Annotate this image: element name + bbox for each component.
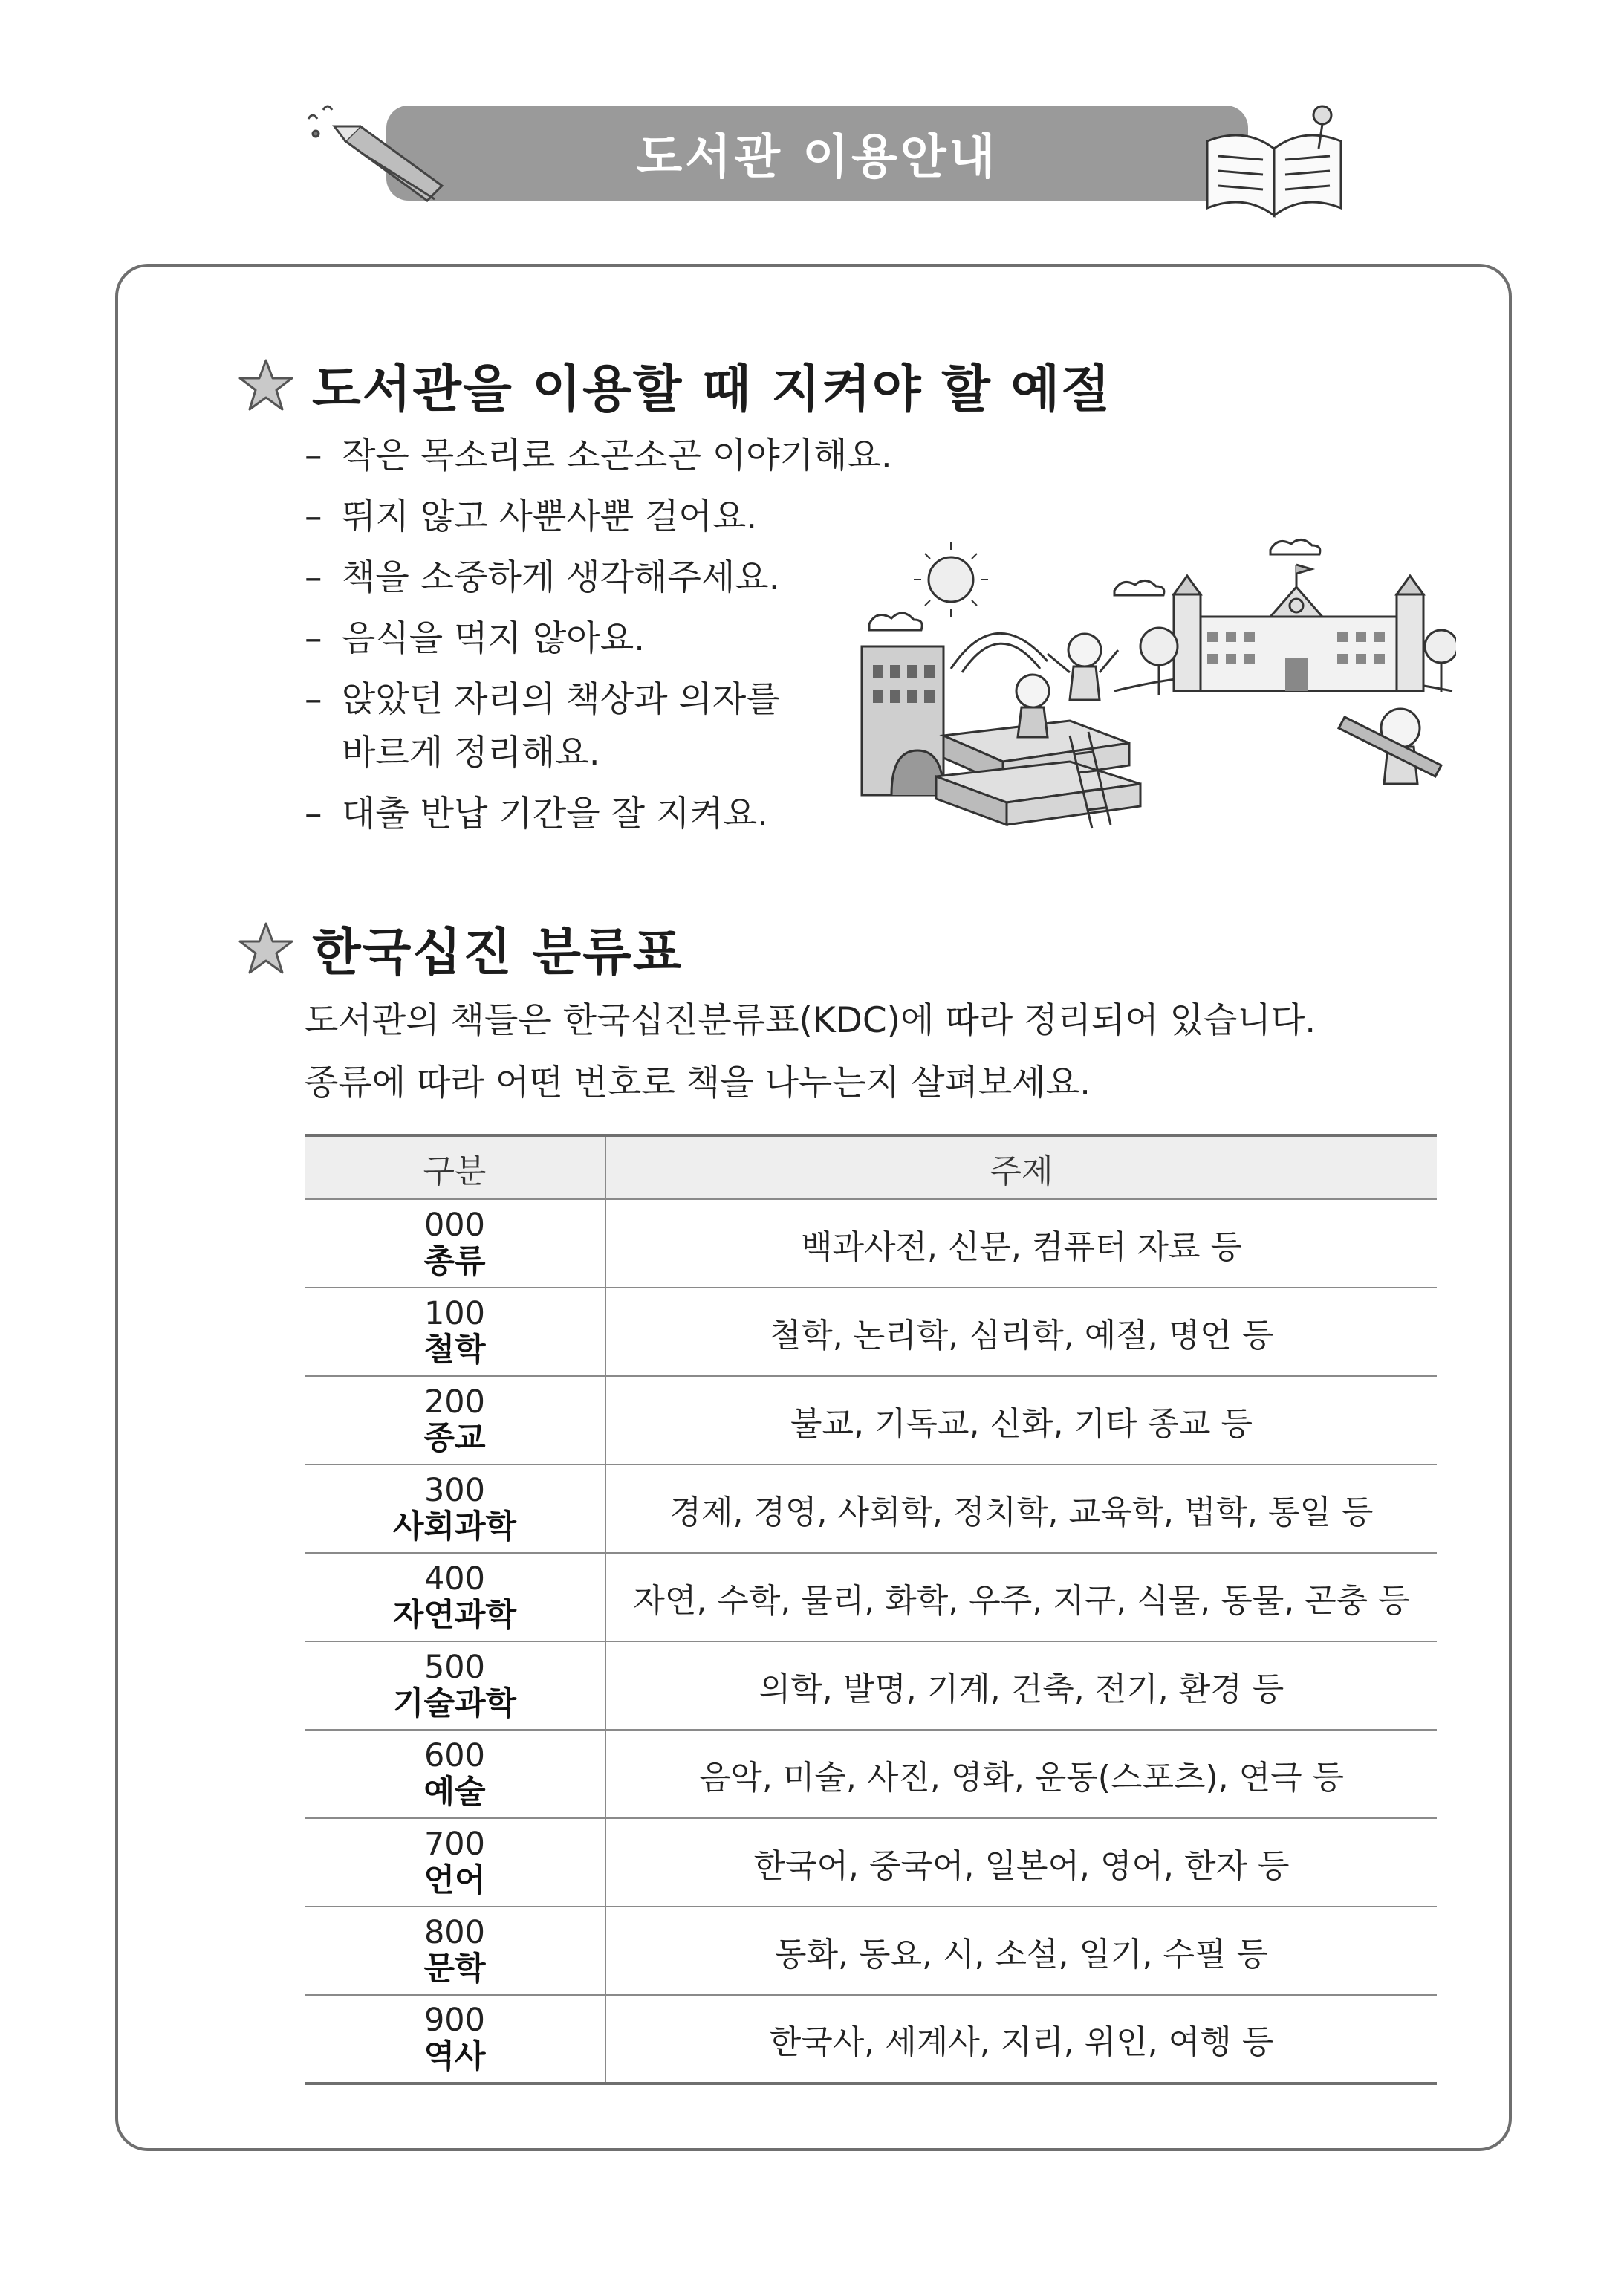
class-name: 자연과학 — [392, 1596, 517, 1634]
kdc-heading — [236, 912, 683, 985]
table-row — [305, 1995, 1437, 2083]
class-code: 900 — [423, 2002, 486, 2039]
column-header-category: 구분 — [305, 1135, 605, 1199]
star-icon — [236, 356, 296, 415]
intro-line: 종류에 따라 어떤 번호로 책을 나누는지 살펴보세요. — [305, 1063, 1091, 1103]
class-name: 철학 — [423, 1331, 486, 1369]
topic-cell — [605, 1641, 1437, 1730]
topic-text: 자연, 수학, 물리, 화학, 우주, 지구, 식물, 동물, 곤충 등 — [633, 1581, 1410, 1620]
class-code: 100 — [423, 1294, 486, 1332]
topic-cell — [605, 1818, 1437, 1907]
list-item — [305, 429, 973, 483]
column-header-topic: 주제 — [605, 1135, 1437, 1199]
list-dash: – — [305, 557, 322, 598]
table-row — [305, 1730, 1437, 1818]
category-cell — [305, 1995, 605, 2083]
table-row — [305, 1641, 1437, 1730]
list-dash: – — [305, 435, 322, 476]
list-dash: – — [305, 496, 322, 537]
star-icon — [236, 919, 296, 979]
table-header-row — [305, 1135, 1437, 1199]
list-item-text: 뛰지 않고 사뿐사뿐 걸어요. — [342, 496, 758, 537]
class-code: 200 — [423, 1383, 486, 1421]
list-dash: – — [305, 794, 322, 834]
category-cell — [305, 1199, 605, 1288]
list-item-text: 책을 소중하게 생각해주세요. — [342, 557, 780, 598]
class-code: 800 — [423, 1913, 486, 1951]
topic-text: 한국어, 중국어, 일본어, 영어, 한자 등 — [753, 1846, 1290, 1885]
topic-text: 경제, 경영, 사회학, 정치학, 교육학, 법학, 통일 등 — [669, 1493, 1374, 1531]
topic-cell — [605, 1465, 1437, 1553]
class-name: 사회과학 — [392, 1508, 517, 1545]
topic-cell — [605, 1730, 1437, 1818]
table-row — [305, 1376, 1437, 1465]
class-name: 언어 — [423, 1861, 486, 1899]
class-name: 종교 — [423, 1419, 486, 1457]
list-item-text-continued: 바르게 정리해요. — [342, 733, 600, 773]
topic-text: 음악, 미술, 사진, 영화, 운동(스포츠), 연극 등 — [698, 1758, 1345, 1797]
category-cell — [305, 1465, 605, 1553]
class-code: 300 — [423, 1471, 486, 1509]
open-book-illustration — [1200, 97, 1348, 223]
class-code: 000 — [423, 1206, 486, 1244]
topic-cell — [605, 1553, 1437, 1641]
category-cell — [305, 1376, 605, 1465]
kdc-title: 한국십진 분류표 — [312, 924, 683, 982]
category-cell — [305, 1641, 605, 1730]
class-name: 기술과학 — [392, 1684, 517, 1722]
topic-cell — [605, 1288, 1437, 1376]
category-cell — [305, 1553, 605, 1641]
class-name: 문학 — [423, 1950, 486, 1988]
etiquette-title: 도서관을 이용할 때 지켜야 할 예절 — [312, 360, 1112, 419]
topic-text: 백과사전, 신문, 컴퓨터 자료 등 — [801, 1227, 1242, 1266]
class-code: 700 — [423, 1825, 486, 1863]
list-item-text: 작은 목소리로 소곤소곤 이야기해요. — [342, 435, 892, 476]
category-cell — [305, 1730, 605, 1818]
table-row — [305, 1907, 1437, 1995]
topic-text: 동화, 동요, 시, 소설, 일기, 수필 등 — [775, 1935, 1268, 1973]
topic-cell — [605, 1199, 1437, 1288]
pencil-illustration — [293, 97, 472, 208]
list-dash: – — [305, 679, 322, 720]
table-row — [305, 1553, 1437, 1641]
category-cell — [305, 1818, 605, 1907]
class-code: 400 — [423, 1560, 486, 1598]
topic-cell — [605, 1907, 1437, 1995]
class-code: 500 — [423, 1648, 486, 1686]
topic-cell — [605, 1995, 1437, 2083]
class-name: 총류 — [423, 1242, 486, 1280]
topic-text: 불교, 기독교, 신화, 기타 종교 등 — [790, 1404, 1253, 1443]
category-cell — [305, 1288, 605, 1376]
kdc-intro — [305, 990, 1456, 1115]
table-row — [305, 1199, 1437, 1288]
class-name: 예술 — [423, 1773, 486, 1811]
table-row — [305, 1465, 1437, 1553]
list-item-text: 앉았던 자리의 책상과 의자를 — [342, 679, 780, 720]
topic-text: 의학, 발명, 기계, 건축, 전기, 환경 등 — [759, 1670, 1284, 1708]
category-cell — [305, 1907, 605, 1995]
intro-line: 도서관의 책들은 한국십진분류표(KDC)에 따라 정리되어 있습니다. — [305, 1000, 1316, 1041]
class-name: 역사 — [423, 2038, 486, 2075]
etiquette-heading — [236, 349, 1111, 421]
page-title: 도서관 이용안내 — [636, 130, 998, 185]
topic-text: 한국사, 세계사, 지리, 위인, 여행 등 — [769, 2023, 1274, 2061]
topic-cell — [605, 1376, 1437, 1465]
list-dash: – — [305, 618, 322, 659]
topic-text: 철학, 논리학, 심리학, 예절, 명언 등 — [769, 1316, 1274, 1355]
library-scene-illustration — [847, 520, 1456, 832]
table-row — [305, 1818, 1437, 1907]
list-item-text: 대출 반납 기간을 잘 지켜요. — [342, 794, 769, 834]
kdc-table — [305, 1134, 1437, 2085]
class-code: 600 — [423, 1736, 486, 1774]
list-item-text: 음식을 먹지 않아요. — [342, 618, 646, 659]
table-row — [305, 1288, 1437, 1376]
